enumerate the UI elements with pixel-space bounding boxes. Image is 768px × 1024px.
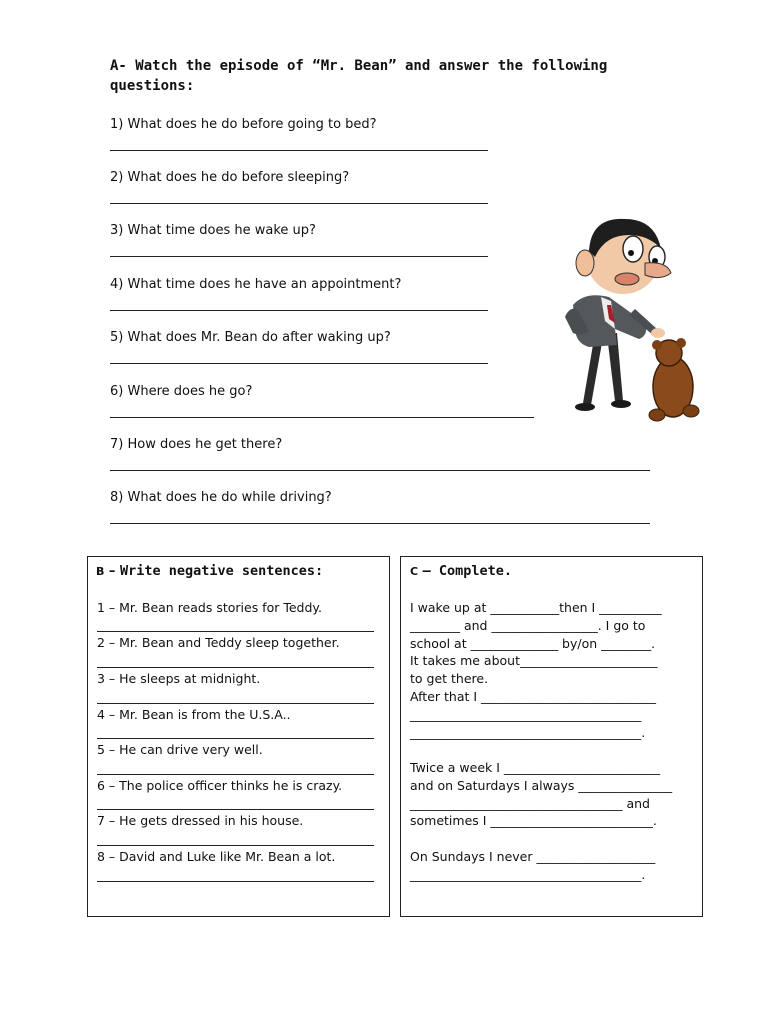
negative-answer-line-6[interactable] [97,809,374,810]
answer-line-1[interactable] [110,150,488,151]
negative-answer-line-8[interactable] [97,881,374,882]
complete-line-2[interactable]: ________ and _________________. I go to [410,618,646,633]
complete-line-8[interactable]: _____________________________________. [410,725,646,740]
section-b-letter: B [96,565,105,578]
answer-line-4[interactable] [110,310,488,311]
mr-bean-holding-teddy-icon [545,205,710,427]
complete-line-4[interactable]: It takes me about______________________ [410,653,658,668]
negative-sentence-2: 2 – Mr. Bean and Teddy sleep together. [97,635,340,650]
complete-line-12[interactable]: sometimes I __________________________. [410,813,657,828]
negative-answer-line-7[interactable] [97,845,374,846]
complete-line-5: to get there. [410,671,489,686]
answer-line-7[interactable] [110,470,650,471]
section-c-letter: C [410,565,419,578]
negative-sentence-5: 5 – He can drive very well. [97,742,263,757]
section-b-heading [96,563,323,579]
answer-line-8[interactable] [110,523,650,524]
question-6: 6) Where does he go? [110,384,253,399]
question-4: 4) What time does he have an appointment? [110,277,402,292]
question-7: 7) How does he get there? [110,437,283,452]
question-8: 8) What does he do while driving? [110,490,332,505]
answer-line-2[interactable] [110,203,488,204]
negative-answer-line-3[interactable] [97,703,374,704]
negative-sentence-3: 3 – He sleeps at midnight. [97,671,261,686]
question-1: 1) What does he do before going to bed? [110,117,377,132]
negative-sentence-8: 8 – David and Luke like Mr. Bean a lot. [97,849,336,864]
complete-line-10[interactable]: and on Saturdays I always _______________ [410,778,673,793]
answer-line-5[interactable] [110,363,488,364]
negative-answer-line-1[interactable] [97,631,374,632]
question-3: 3) What time does he wake up? [110,223,316,238]
complete-line-14[interactable]: _____________________________________. [410,867,646,882]
negative-sentence-1: 1 – Mr. Bean reads stories for Teddy. [97,600,322,615]
section-b-dash: – [104,564,120,579]
negative-answer-line-4[interactable] [97,738,374,739]
section-c-title: – Complete. [422,563,513,579]
answer-line-6[interactable] [110,417,534,418]
section-b-title: Write negative sentences: [119,563,324,579]
complete-line-11[interactable]: __________________________________ and [410,796,650,811]
answer-line-3[interactable] [110,256,488,257]
complete-line-3[interactable]: school at ______________ by/on ________. [410,636,656,651]
complete-line-1[interactable]: I wake up at ___________then I __________ [410,600,662,615]
complete-line-7[interactable]: _____________________________________ [410,707,642,722]
negative-answer-line-2[interactable] [97,667,374,668]
section-a-heading: A- Watch the episode of “Mr. Bean” and answer the following questions: [110,58,608,94]
section-c-heading [410,563,512,579]
complete-line-6[interactable]: After that I ____________________________ [410,689,657,704]
complete-line-9[interactable]: Twice a week I _________________________ [410,760,661,775]
question-2: 2) What does he do before sleeping? [110,170,350,185]
negative-sentence-7: 7 – He gets dressed in his house. [97,813,304,828]
negative-sentence-6: 6 – The police officer thinks he is crazy. [97,778,343,793]
complete-line-13[interactable]: On Sundays I never ___________________ [410,849,656,864]
negative-sentence-4: 4 – Mr. Bean is from the U.S.A.. [97,707,291,722]
question-5: 5) What does Mr. Bean do after waking up? [110,330,391,345]
negative-answer-line-5[interactable] [97,774,374,775]
